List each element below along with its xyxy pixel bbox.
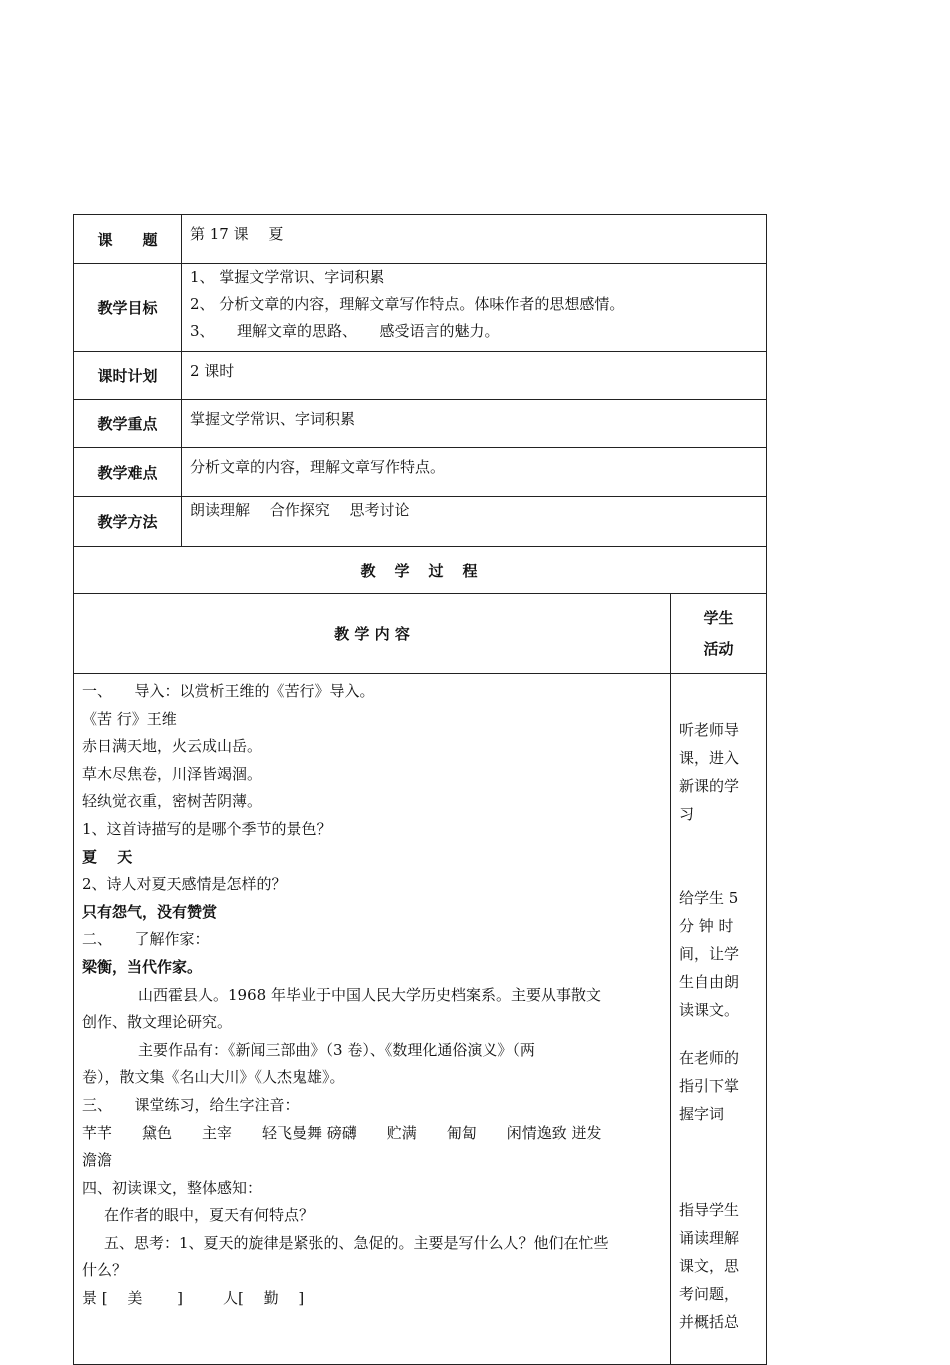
line-author-bio-1: 山西霍县人。1968 年毕业于中国人民大学历史档案系。主要从事散文 [138,985,601,1004]
process-title: 教 学 过 程 [74,547,767,594]
row-process-body [74,674,767,1365]
activity-1-line-2: 课，进入 [679,749,740,767]
line-author-name: 梁衡，当代作家。 [82,957,203,976]
line-works-2: 卷），散文集《名山大川》《人杰鬼雄》。 [82,1068,345,1087]
line-thinking-1: 五、思考：1、夏天的旋律是紧张的、急促的。主要是写什么人？他们在忙些 [104,1233,609,1252]
activity-header [671,594,767,674]
line-poem-1: 赤日满天地，火云成山岳。 [82,737,263,756]
line-intro: 一、 导入：以赏析王维的《苦行》导入。 [82,682,375,700]
line-thinking-2: 什么？ [82,1261,128,1280]
value-hours: 2 课时 [190,362,235,380]
row-column-headers [74,594,767,674]
line-fill-blanks [82,1285,662,1313]
fill-scene: 景 [ 美 ] [82,1289,184,1308]
lesson-plan-table [73,214,767,1365]
line-question-2: 2、诗人对夏天感情是怎样的？ [82,875,287,894]
line-author-bio-2: 创作、散文理论研究。 [82,1013,233,1032]
activity-3-line-2: 指引下掌 [679,1077,740,1095]
activity-3-line-1: 在老师的 [679,1049,740,1067]
goal-1: 1、 掌握文学常识、字词积累 [190,268,385,286]
activity-1-line-1: 听老师导 [679,721,740,739]
activity-1-line-4: 习 [679,805,695,823]
line-practice-words-2: 澹澹 [82,1151,113,1170]
label-topic: 课 题 [74,215,182,264]
activity-4-line-3: 课文，思 [679,1257,740,1275]
activity-header-line1: 学生 [703,608,734,627]
label-hours: 课时计划 [74,352,182,400]
line-question-1: 1、这首诗描写的是哪个季节的景色？ [82,819,332,838]
activity-2-line-4: 生自由朗 [679,973,740,991]
label-key-points: 教学重点 [74,400,182,448]
activity-1-line-3: 新课的学 [679,777,740,795]
line-reading-question: 在作者的眼中，夏天有何特点？ [104,1206,315,1225]
activity-header-line2: 活动 [703,639,734,658]
activity-4-line-2: 诵读理解 [679,1229,740,1247]
line-works-1: 主要作品有：《新闻三部曲》（3 卷）、《数理化通俗演义》（两 [138,1040,535,1059]
value-difficulties: 分析文章的内容，理解文章写作特点。 [190,458,446,476]
label-difficulties: 教学难点 [74,448,182,497]
line-poem-3: 轻纨觉衣重，密树苦阴薄。 [82,792,263,811]
value-key-points: 掌握文学常识、字词积累 [190,410,356,428]
content-cell [74,674,671,1365]
activity-2-line-3: 间，让学 [679,945,740,963]
activity-4-line-1: 指导学生 [679,1201,740,1219]
line-practice-heading: 三、 课堂练习，给生字注音： [82,1095,300,1114]
row-key-points [74,400,767,448]
value-goals [182,264,766,351]
value-methods: 朗读理解 合作探究 思考讨论 [190,501,410,519]
activity-2-line-2: 分 钟 时 [679,917,734,935]
activity-cell [671,674,767,1365]
activity-2-line-5: 读课文。 [679,1001,740,1019]
goal-3: 3、 理解文章的思路、 感受语言的魅力。 [190,322,500,340]
goal-2: 2、 分析文章的内容，理解文章写作特点。体味作者的思想感情。 [190,295,625,313]
row-process-title [74,547,767,594]
line-poem-2: 草木尽焦卷，川泽皆竭涸。 [82,764,263,783]
row-difficulties [74,448,767,497]
row-goals [74,264,767,352]
content-text [74,674,670,1364]
fill-people: 人[ 勤 ] [223,1289,305,1308]
line-answer-1: 夏 天 [82,847,133,866]
row-hours [74,352,767,400]
line-practice-words: 芊芊 黛色 主宰 轻飞曼舞 磅礴 贮满 匍匐 闲情逸致 迸发 [82,1123,602,1142]
row-methods [74,497,767,547]
activity-2-line-1: 给学生 5 [679,889,739,907]
line-answer-2: 只有怨气，没有赞赏 [82,902,218,921]
line-poem-title: 《苦 行》王维 [82,709,177,728]
row-topic [74,215,767,264]
activity-4-line-4: 考问题， [679,1285,740,1303]
activity-text [671,674,766,1364]
content-header: 教 学 内 容 [74,594,671,674]
line-reading-heading: 四、初读课文，整体感知： [82,1178,263,1197]
activity-3-line-3: 握字词 [679,1105,725,1123]
activity-4-line-5: 并概括总 [679,1313,740,1331]
value-topic: 第 17 课 夏 [190,225,284,243]
line-author-heading: 二、 了解作家： [82,930,210,949]
label-methods: 教学方法 [74,497,182,547]
label-goals: 教学目标 [74,264,182,352]
